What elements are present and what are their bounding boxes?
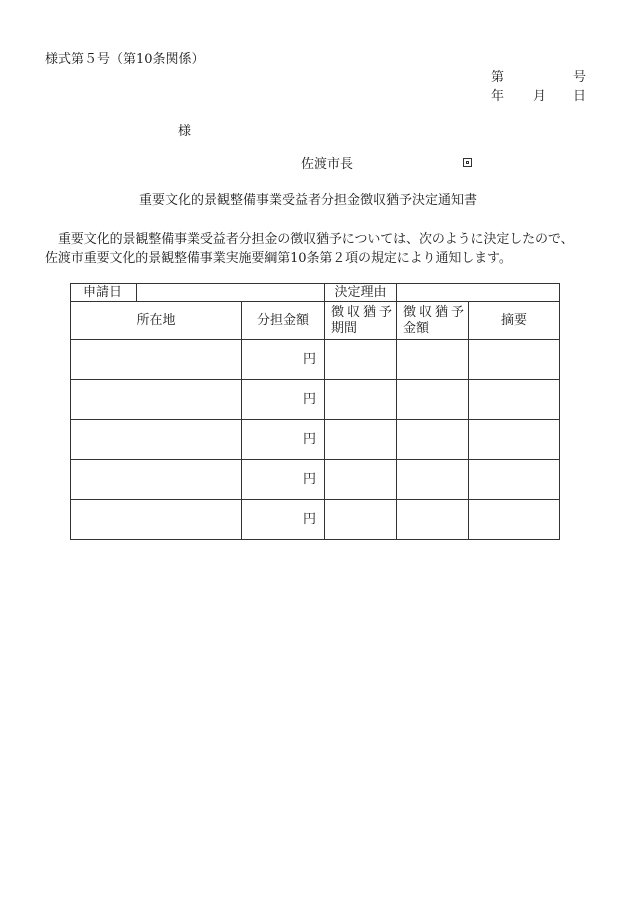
deferral-amount-cell[interactable] — [397, 500, 469, 540]
deferral-period-cell[interactable] — [325, 500, 397, 540]
date-day-label: 日 — [573, 89, 587, 104]
location-cell[interactable] — [71, 500, 242, 540]
table-row — [71, 460, 560, 500]
remarks-cell[interactable] — [469, 420, 560, 460]
decision-reason-label: 決定理由 — [325, 284, 397, 302]
yen-unit: 円 — [302, 432, 316, 447]
deferral-period-cell[interactable] — [325, 340, 397, 380]
deferral-amount-header — [397, 302, 469, 340]
yen-unit: 円 — [302, 392, 316, 407]
table-header-row-2 — [71, 302, 560, 340]
table-row — [71, 500, 560, 540]
location-cell[interactable] — [71, 460, 242, 500]
table-row — [71, 340, 560, 380]
seal-mark-icon — [463, 158, 472, 167]
decision-reason-value[interactable] — [397, 284, 560, 302]
yen-unit: 円 — [302, 512, 316, 527]
recipient-honorific: 様 — [178, 124, 192, 139]
deferral-amount-header-line-1: 徴収猶予 — [403, 304, 468, 320]
share-amount-cell[interactable] — [242, 380, 325, 420]
share-amount-cell[interactable] — [242, 340, 325, 380]
table-row — [71, 380, 560, 420]
date-month-label: 月 — [533, 89, 547, 104]
body-text-line-1: 重要文化的景観整備事業受益者分担金の徴収猶予については、次のように決定したので、 — [58, 232, 574, 247]
yen-unit: 円 — [302, 472, 316, 487]
deferral-amount-cell[interactable] — [397, 420, 469, 460]
location-header: 所在地 — [71, 302, 242, 340]
deferral-amount-header-line-2: 金額 — [403, 320, 430, 336]
location-cell[interactable] — [71, 420, 242, 460]
share-amount-cell[interactable] — [242, 500, 325, 540]
share-amount-header: 分担金額 — [242, 302, 325, 340]
deferral-period-cell[interactable] — [325, 420, 397, 460]
remarks-cell[interactable] — [469, 340, 560, 380]
issuer-name: 佐渡市長 — [301, 157, 354, 172]
yen-unit: 円 — [302, 352, 316, 367]
share-amount-cell[interactable] — [242, 460, 325, 500]
deferral-table — [70, 283, 560, 540]
location-cell[interactable] — [71, 380, 242, 420]
remarks-cell[interactable] — [469, 500, 560, 540]
form-number-label: 様式第５号（第10条関係） — [45, 52, 205, 67]
application-date-label: 申請日 — [71, 284, 137, 302]
location-cell[interactable] — [71, 340, 242, 380]
deferral-amount-cell[interactable] — [397, 340, 469, 380]
remarks-cell[interactable] — [469, 460, 560, 500]
table-row — [71, 420, 560, 460]
application-date-value[interactable] — [137, 284, 325, 302]
body-text-line-2: 佐渡市重要文化的景観整備事業実施要綱第10条第２項の規定により通知します。 — [45, 251, 512, 266]
remarks-header: 摘要 — [469, 302, 560, 340]
deferral-period-header — [325, 302, 397, 340]
deferral-period-header-line-1: 徴収猶予 — [331, 304, 396, 320]
document-number-suffix: 号 — [573, 70, 587, 85]
deferral-period-cell[interactable] — [325, 460, 397, 500]
date-year-label: 年 — [491, 89, 505, 104]
deferral-period-cell[interactable] — [325, 380, 397, 420]
document-title: 重要文化的景観整備事業受益者分担金徴収猶予決定通知書 — [139, 193, 478, 208]
table-header-row-1 — [71, 284, 560, 302]
share-amount-cell[interactable] — [242, 420, 325, 460]
document-number-prefix: 第 — [491, 70, 505, 85]
deferral-period-header-line-2: 期間 — [331, 320, 358, 336]
deferral-amount-cell[interactable] — [397, 380, 469, 420]
remarks-cell[interactable] — [469, 380, 560, 420]
deferral-amount-cell[interactable] — [397, 460, 469, 500]
